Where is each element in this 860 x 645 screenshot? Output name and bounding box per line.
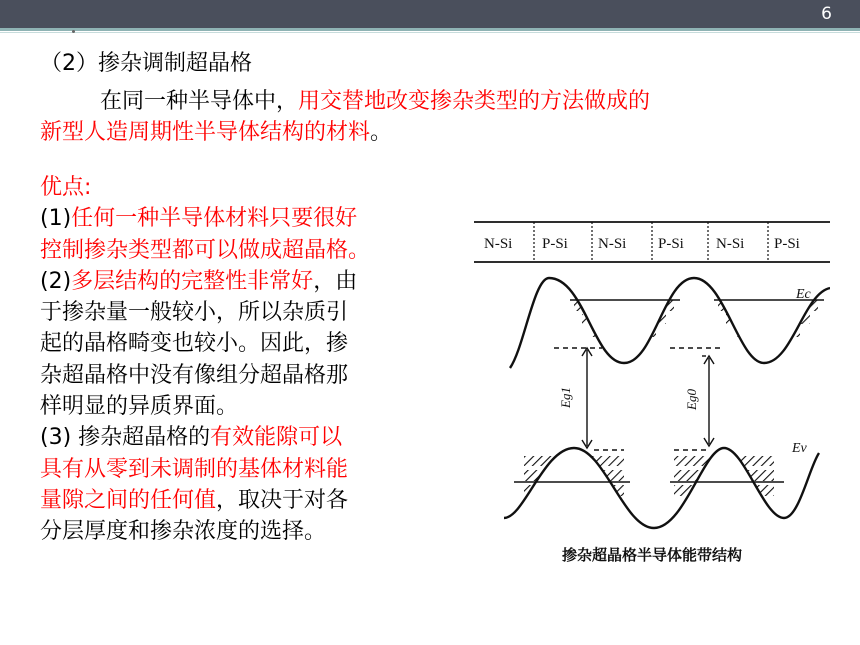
definition-line-2 xyxy=(40,117,392,149)
page-number: 6 xyxy=(821,4,832,24)
decorative-dot xyxy=(72,30,75,33)
item1-prefix: (1) xyxy=(40,206,72,232)
item3-prefix: (3) 掺杂超晶格的 xyxy=(40,425,211,451)
eg0-label: Eg0 xyxy=(684,389,699,410)
item3-line1 xyxy=(40,422,470,453)
definition-lead: 在同一种半导体中， xyxy=(100,89,299,114)
item2-line4: 杂超晶格中没有像组分超晶格那 xyxy=(40,362,349,388)
definition-highlight-2: 新型人造周期性半导体结构的材料 xyxy=(40,120,371,145)
item2-line3: 起的晶格畸变也较小。因此，掺 xyxy=(40,331,349,357)
section-heading: （2）掺杂调制超晶格 xyxy=(40,51,252,76)
accent-line xyxy=(0,28,860,31)
item3-red-a: 有效能隙可以 xyxy=(210,425,343,451)
title-bar xyxy=(0,0,860,28)
item1-line1 xyxy=(40,203,470,234)
accent-line-thin xyxy=(0,32,860,33)
figure-caption: 掺杂超晶格半导体能带结构 xyxy=(561,546,743,564)
item2-line5: 样明显的异质界面。 xyxy=(40,394,239,420)
item2-red: 多层结构的完整性非常好 xyxy=(71,268,314,294)
item2-line2: 于掺杂量一般较小，所以杂质引 xyxy=(40,300,349,326)
ec-label: Ec xyxy=(796,287,811,302)
item3-line2: 具有从零到未调制的基体材料能 xyxy=(40,456,349,482)
definition-highlight-1: 用交替地改变掺杂类型的方法做成的 xyxy=(298,89,651,114)
item1-line2: 控制掺杂类型都可以做成超晶格。 xyxy=(40,237,371,263)
item3-red-c: 量隙之间的任何值 xyxy=(40,487,217,513)
item2-prefix: (2) xyxy=(40,268,72,294)
band-structure-figure xyxy=(474,218,830,580)
layer-label-3: N-Si xyxy=(598,236,627,252)
layer-label-2: P-Si xyxy=(542,236,568,252)
eg1-label: Eg1 xyxy=(558,387,573,408)
layer-label-6: P-Si xyxy=(774,236,800,252)
layer-label-1: N-Si xyxy=(484,236,513,252)
item2-line1 xyxy=(40,266,470,297)
layer-label-4: P-Si xyxy=(658,236,684,252)
definition-end: 。 xyxy=(370,120,393,145)
layer-label-5: N-Si xyxy=(716,236,745,252)
item3-rest: ，取决于对各 xyxy=(216,487,349,513)
item3-line3 xyxy=(40,485,470,516)
advantages-block xyxy=(40,172,470,548)
item1-red-a: 任何一种半导体材料只要很好 xyxy=(71,206,358,232)
ev-label: Ev xyxy=(792,441,807,456)
item3-line4: 分层厚度和掺杂浓度的选择。 xyxy=(40,519,327,545)
item2-rest: ，由 xyxy=(313,268,358,294)
definition-line-1 xyxy=(100,86,650,118)
advantages-title: 优点: xyxy=(40,175,92,200)
